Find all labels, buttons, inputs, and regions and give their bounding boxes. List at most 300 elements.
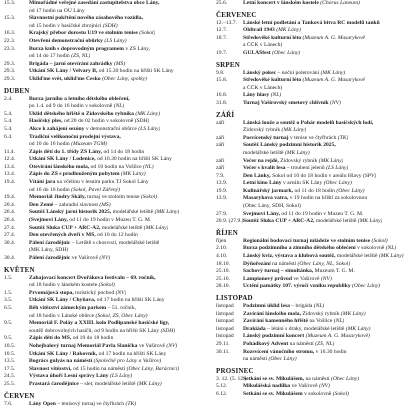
event-title: Rozsvícení vánočního stromu, — [243, 348, 315, 355]
event-organizer: (Obec Lány) — [352, 283, 381, 290]
event-detail: – troubení jelenů — [286, 165, 325, 172]
event-text — [243, 135, 348, 143]
event-date: 17.5. — [4, 365, 16, 372]
event-organizer: (Obec Lány) — [323, 180, 352, 187]
event-text — [243, 120, 373, 128]
event-detail: modelářské letiště — [315, 218, 357, 225]
event-text — [29, 171, 146, 179]
event-detail: od 15 hodin na náměstí — [72, 365, 126, 372]
event-title: Burza podzimního a zimního dětského oblečení — [243, 245, 356, 252]
event-row — [216, 92, 419, 100]
event-text — [29, 373, 132, 381]
event-organizer: (NL) — [270, 92, 282, 99]
event-row — [216, 50, 419, 58]
event-date: 10.5. — [4, 350, 16, 357]
event-organizer: (Sokol, ZŠ, Obec Lány) — [95, 312, 148, 319]
event-title: Akce k zahájení sezóny — [29, 125, 85, 132]
event-organizer: (Obec Lány) — [268, 356, 297, 363]
event-row — [4, 68, 208, 76]
event-title: Utkání SK Lány / Chyňava, — [29, 297, 96, 304]
event-date: 26.4. — [4, 217, 16, 224]
event-detail: ve Vašírově — [71, 255, 98, 261]
month-heading: ČERVENEC — [216, 10, 257, 19]
event-date: 18.10. — [216, 260, 230, 267]
event-detail: modelářské letiště — [336, 253, 378, 260]
event-title: Lány hlasy — [243, 92, 270, 99]
event-detail: od 14 do 17 hodin — [29, 53, 70, 60]
event-text — [29, 179, 149, 187]
event-date: 9.5. — [4, 335, 13, 342]
event-text — [243, 253, 404, 261]
event-detail: v areálu SK Lány — [282, 180, 323, 187]
event-title: Večer na rejdě, — [243, 157, 279, 164]
event-text — [29, 46, 150, 54]
month-heading: DUBEN — [4, 86, 30, 95]
event-organizer: (LS Lány) — [109, 373, 133, 380]
event-date: listopad — [216, 310, 234, 317]
event-row — [4, 15, 208, 23]
event-title: Utkání SK Lány / Velvary B, — [29, 68, 98, 75]
event-detail: Židovský rybník — [280, 157, 318, 164]
event-detail: v sokolovně — [357, 245, 385, 252]
event-title: Soutěž Sluka CUP + ARC-A2, — [29, 224, 101, 231]
event-detail: od 18 hodin v Lánské obůrce — [29, 312, 95, 319]
month-heading: PROSINEC — [216, 366, 254, 375]
event-title: Lánská louže a soutěž o Pohár modelů hasičských lodí, — [243, 119, 374, 126]
event-row — [216, 283, 419, 291]
event-title: Zahajovací koncert Dvořákova festivalu – 69. ročník, — [29, 274, 156, 281]
event-title: Utkání SK Lány / Rakovník, — [29, 350, 98, 357]
event-title: Drakiáda — [243, 325, 266, 332]
event-detail: od 16.30 hodin na hřišti SK Lány — [97, 156, 172, 163]
event-date: 5.4. — [4, 110, 13, 117]
event-title: Letní kino Lány — [243, 180, 282, 187]
event-organizer: (MK Lány) — [135, 110, 161, 117]
event-organizer: (Obec Lány) — [272, 49, 301, 56]
event-row — [4, 373, 208, 381]
event-title: Lány Open — [29, 400, 56, 407]
event-date: 3.5. — [4, 297, 13, 304]
event-title: Dýňořezání — [243, 260, 271, 267]
left-column — [0, 0, 208, 419]
event-row — [4, 179, 208, 187]
event-organizer: (NV) — [319, 383, 330, 390]
event-row — [4, 61, 208, 69]
event-row — [216, 211, 419, 219]
event-date: listopad — [216, 325, 234, 332]
event-title: Zápis dětí do 1. třídy ZŠ Lány, — [29, 148, 103, 155]
event-organizer: (Obec Lány, NL, Sokol) — [297, 260, 351, 267]
event-title: Uctění památky 107. výročí vzniku republiky — [243, 283, 351, 290]
event-text — [29, 275, 156, 283]
event-title: Slavnostní pokřtění nového zásahového vozidla, — [29, 15, 143, 22]
event-title: Hasičský ples, — [29, 118, 63, 125]
event-detail: ve Vašírově — [138, 342, 166, 349]
event-organizer: (SDH) — [160, 327, 176, 334]
event-date: 19.7. — [216, 49, 228, 56]
event-text — [29, 149, 144, 157]
event-text — [29, 247, 68, 255]
event-detail: od 14 do 18 hodin — [103, 148, 145, 155]
event-text — [243, 261, 350, 269]
event-detail: modelářské letiště — [243, 149, 284, 156]
event-organizer: (MŠ) — [99, 201, 111, 208]
event-detail: od 17 hodin na hřišti SK Lány — [98, 350, 167, 357]
event-title: Letní koncert v lánském kostele — [243, 0, 319, 6]
event-date: 29.11. — [216, 340, 230, 347]
event-text — [29, 366, 179, 374]
event-text — [29, 68, 174, 76]
event-date: 18.7. — [216, 34, 228, 41]
event-title: Memoriál Jindry Skály, — [29, 194, 86, 201]
event-detail: – Letiště s chosvozí, modelářské letiště — [71, 239, 160, 246]
event-text — [29, 240, 159, 248]
event-detail: od 11 do 19 hodin v Muzeu T. G. M. — [69, 217, 152, 224]
event-text — [243, 326, 371, 334]
event-detail: – noční poletování — [277, 69, 320, 76]
event-date: 16.8. — [216, 92, 228, 99]
event-date: 24.5. — [4, 373, 16, 380]
event-date: 25.10. — [216, 268, 230, 275]
event-title: Kulinářský jarmark, — [243, 187, 294, 194]
event-organizer: (Sokol) — [140, 194, 158, 201]
event-detail: po 1.4. od 9 do 16 hodin v sokolovně — [29, 103, 113, 110]
event-row — [4, 164, 208, 172]
event-date: 23.3. — [4, 45, 16, 52]
event-organizer: (MK Lány) — [143, 224, 169, 231]
event-detail: – tenisový turnaj ve čtyřhrách — [57, 400, 125, 407]
event-organizer: (LS Lány) — [104, 37, 127, 44]
event-text — [29, 30, 155, 38]
event-text — [29, 328, 175, 336]
event-title: Turnaj Vašírovský smetový chlívník — [243, 99, 329, 106]
event-detail: turistický pochod — [75, 289, 115, 296]
event-date: 9.8. — [216, 69, 225, 76]
event-continuation — [4, 187, 208, 195]
event-date: září — [216, 119, 225, 126]
event-title: Soutěž Lánský jarní historik 2025, — [29, 209, 112, 216]
event-organizer: (Sokol) — [139, 30, 156, 37]
event-title: Prvomájová stopa, — [29, 289, 74, 296]
event-text — [29, 343, 177, 351]
event-detail: – létání s draky, modelářské letiště — [267, 325, 345, 332]
event-row — [216, 238, 419, 246]
event-title: Vítání jara — [29, 179, 56, 186]
event-text — [243, 27, 301, 35]
event-date: 1.5. — [4, 274, 13, 281]
month-heading: ŘÍJEN — [216, 228, 239, 237]
event-organizer: (NL) — [143, 163, 154, 170]
event-organizer: (Sokol) — [98, 282, 115, 289]
event-text — [243, 165, 348, 173]
event-date: 5.4. — [4, 118, 13, 125]
event-detail: od 15 hodin v hasičské zbrojnici — [29, 22, 102, 29]
event-organizer: (LS Lány) — [138, 125, 161, 132]
event-row — [4, 358, 208, 366]
event-detail: od 17 hodin na OÚ Lány — [29, 7, 85, 14]
event-row — [216, 261, 419, 269]
event-continuation — [216, 203, 419, 211]
event-row — [216, 35, 419, 43]
event-title: Úklid dětského hřiště u Židovského rybníka — [29, 110, 134, 117]
event-organizer: (NV) — [166, 342, 178, 349]
event-detail: v tenise ve čtyřhrách — [289, 134, 337, 141]
event-row — [4, 171, 208, 179]
event-date: 29.3. — [4, 68, 16, 75]
event-date: 25.6. — [216, 0, 228, 6]
event-continuation — [216, 356, 419, 364]
event-organizer: (NL) — [313, 303, 325, 309]
event-date: 25.5. — [4, 380, 16, 387]
event-title: Lánský podzimní koncert — [243, 333, 305, 340]
event-organizer: (NL) — [333, 318, 345, 325]
right-column — [208, 0, 419, 419]
event-title: Pohádkový Advent — [243, 340, 289, 347]
event-text — [29, 76, 147, 84]
event-date: 20.4. — [4, 201, 16, 208]
event-continuation — [4, 23, 208, 31]
event-row — [4, 255, 208, 263]
event-organizer: (Společně pro Lány a Vašírov) — [93, 358, 162, 365]
event-title: Soutěž Lánský podzimní historik 2025, — [243, 142, 336, 149]
event-text — [29, 96, 130, 104]
event-date: 2.4. — [4, 95, 13, 102]
event-detail: ve Vašírově — [291, 383, 318, 390]
event-text — [29, 103, 124, 111]
event-continuation — [4, 328, 208, 336]
event-continuation — [216, 150, 419, 158]
event-text — [243, 20, 380, 28]
event-text — [29, 38, 127, 46]
event-row — [216, 142, 419, 150]
event-text — [243, 311, 366, 319]
event-organizer: (MK Lány) — [318, 157, 344, 164]
event-text — [29, 297, 165, 305]
event-continuation — [4, 141, 208, 149]
event-text — [243, 276, 332, 284]
event-organizer: (MK Lány) — [276, 27, 301, 34]
event-text — [29, 8, 85, 16]
event-detail: od 17 hodin na hřišti SK Lány — [96, 297, 165, 304]
event-row — [216, 20, 419, 28]
event-text — [243, 238, 388, 246]
event-title: Setkání se sv. Mikulášem, — [243, 375, 305, 382]
event-row — [4, 351, 208, 359]
event-title: Zápis do ZŠ s prodlouženým pobytem — [29, 171, 120, 178]
event-date: 15.3. — [4, 15, 16, 22]
event-row — [4, 134, 208, 142]
event-continuation — [4, 8, 208, 16]
event-row — [4, 232, 208, 240]
event-organizer: (Muzeum A. G. Masarykově — [302, 77, 366, 84]
event-detail: (MK Lány, SDH) — [29, 247, 69, 254]
event-organizer: (MK Lány) — [281, 127, 307, 134]
event-continuation — [216, 127, 419, 135]
event-row — [4, 217, 208, 225]
event-date: 13.9. — [216, 180, 228, 187]
event-date: 29.3. — [4, 75, 16, 82]
event-organizer: (ZŠ, NL) — [71, 53, 91, 60]
event-title: Ukliďme svět, ukliďme Česko — [29, 75, 101, 82]
event-title: Lánský kvíz, výstava a klubová soutěž, — [243, 253, 336, 260]
event-detail: soutěž dobrovolných hasičů, od 9 hodin na hřišti SK Lány — [29, 327, 160, 334]
event-date: září — [216, 165, 225, 172]
event-detail: na náměstí — [243, 356, 268, 363]
event-date: 30.4. — [4, 239, 16, 246]
event-date: 13.4. — [4, 171, 16, 178]
event-title: Brigáda – jarní otevírání zahrádky — [29, 60, 113, 67]
event-row — [4, 202, 208, 210]
event-row — [4, 194, 208, 202]
event-date: 1.5. — [4, 289, 13, 296]
event-organizer: (NV) — [115, 289, 127, 296]
event-row — [216, 188, 419, 196]
event-text — [243, 70, 345, 78]
event-row — [4, 76, 208, 84]
event-text — [29, 209, 179, 217]
event-title: Slavnost vítězství, — [29, 365, 72, 372]
event-text — [243, 391, 349, 399]
event-date: 12.7. — [216, 27, 228, 34]
event-row — [216, 383, 419, 391]
event-row — [4, 96, 208, 104]
event-row — [4, 297, 208, 305]
event-detail: – 51. ročník, — [107, 304, 136, 311]
event-row — [216, 311, 419, 319]
event-organizer: (NV) — [330, 99, 341, 106]
event-text — [243, 349, 347, 357]
event-text — [29, 255, 110, 263]
event-organizer: (Obec Lány, Barácníci) — [126, 365, 180, 372]
event-detail: v demonstrační obůrce — [85, 125, 137, 132]
event-title: Bogrács gulyás na náměstí — [29, 358, 93, 365]
event-organizer: (MK Lány) — [120, 171, 146, 178]
event-title: Otevření demonstrační obůrky — [29, 37, 103, 44]
event-text — [243, 100, 341, 108]
event-date: 13.4. — [4, 163, 16, 170]
event-text — [243, 341, 334, 349]
event-organizer: (NV) — [320, 275, 332, 282]
event-date: 5.4. — [4, 125, 13, 132]
event-row — [216, 195, 419, 203]
event-text — [243, 218, 382, 226]
event-title: GULÁŠfest — [243, 49, 271, 56]
event-organizer: (MK Lány) — [357, 218, 383, 225]
event-row — [4, 366, 208, 374]
event-date: září — [216, 142, 225, 149]
event-row — [216, 100, 419, 108]
event-date: 27.9. — [216, 210, 228, 217]
event-title: Výstava úhoří Lesní správy Lány — [29, 373, 109, 380]
event-title: Středověké kulturní léto — [243, 34, 302, 41]
event-detail: modelářské letiště — [101, 224, 143, 231]
event-title: Den otevřených dveří v MŠ, — [29, 232, 96, 239]
event-text — [29, 305, 136, 313]
event-row — [4, 381, 208, 389]
event-date: září — [216, 157, 225, 164]
event-text — [243, 268, 355, 276]
event-row — [216, 77, 419, 85]
event-text — [29, 381, 162, 389]
event-row — [4, 305, 208, 313]
event-detail: v ZŠ Lány, — [125, 45, 150, 52]
event-organizer: (ZŠ, NL) — [315, 340, 335, 347]
event-row — [4, 111, 208, 119]
event-date: 15.8. — [216, 77, 228, 84]
event-text — [29, 15, 143, 23]
event-row — [216, 173, 419, 181]
event-detail: v 19 hodin na hřišti za sokolovnou — [289, 195, 368, 202]
event-title: Lampionový průvod — [243, 275, 292, 282]
event-date: 27.4. — [4, 224, 16, 231]
event-detail: modelářské letiště — [112, 209, 154, 216]
event-text — [29, 194, 157, 202]
event-row — [216, 27, 419, 35]
event-title: Lánský pokec — [243, 69, 277, 76]
event-text — [243, 383, 330, 391]
event-title: Nohejbalový turnaj Memoriál Pavla Slanička — [29, 342, 138, 349]
event-text — [243, 211, 363, 219]
event-text — [29, 164, 154, 172]
event-text — [243, 376, 359, 384]
event-row — [4, 343, 208, 351]
event-date: 25.10. — [216, 275, 230, 282]
event-row — [216, 70, 419, 78]
event-title: Mikulášská nadílka — [243, 383, 291, 390]
event-row — [216, 268, 419, 276]
event-organizer: (SDH) — [134, 118, 150, 125]
event-detail: na náměstí — [289, 340, 314, 347]
event-detail: – slet, modelářské letiště — [80, 380, 136, 387]
event-date: 3. 12. (5. 12.) — [216, 375, 247, 382]
event-text — [243, 92, 281, 100]
event-text — [243, 42, 282, 50]
event-row — [216, 303, 419, 311]
event-detail: od 10 hodin na Vošilce — [90, 163, 142, 170]
event-detail: od 10 do 18 hodin — [72, 335, 114, 342]
event-organizer: (Chorus Laneum) — [320, 0, 360, 6]
event-row — [4, 240, 208, 248]
event-text — [29, 141, 107, 149]
event-text — [29, 401, 136, 409]
event-row — [216, 326, 419, 334]
event-detail: od 16 do 16 hodin — [29, 186, 70, 193]
event-date: 6.5. — [4, 304, 13, 311]
event-date: 20.9. (27.9.) — [216, 218, 244, 225]
event-organizer: (NV) — [99, 255, 111, 261]
event-title: Zápis dětí do MŠ, — [29, 335, 72, 342]
event-title: Utkání SK Lány / Lodenice, — [29, 156, 96, 163]
event-title: Masarykova vatra, — [243, 195, 289, 202]
event-title: Mimořádné veřejné zasedání zastupitelstva obce Lány, — [29, 0, 160, 6]
event-organizer: (TK) — [125, 400, 137, 407]
event-title: Pálení čarodějnic — [29, 239, 71, 246]
event-continuation — [4, 313, 208, 321]
event-detail: od 10 do 12 hodin — [97, 232, 138, 239]
event-organizer: (Sokol, Pavel Zářený) — [71, 186, 121, 193]
event-organizer: (Muzeum A. G. Masarykově — [302, 34, 366, 41]
event-detail: a ČČK v Lánech) — [243, 42, 283, 49]
event-title: Svejmovi Lány, — [243, 210, 280, 217]
event-title: Burza jarního a letního dětského oblečení, — [29, 95, 130, 102]
event-detail: od 11 do 18 hodin — [294, 187, 335, 194]
event-title: Lánské letní podletání a Tanková bitva RC modelů tanků — [243, 19, 380, 26]
event-row — [4, 156, 208, 164]
event-title: Tradiční velikonoční prodejní výstava, — [29, 133, 121, 140]
event-row — [216, 333, 419, 341]
event-date: 29.3. — [4, 60, 16, 67]
event-date: listopad — [216, 318, 234, 325]
